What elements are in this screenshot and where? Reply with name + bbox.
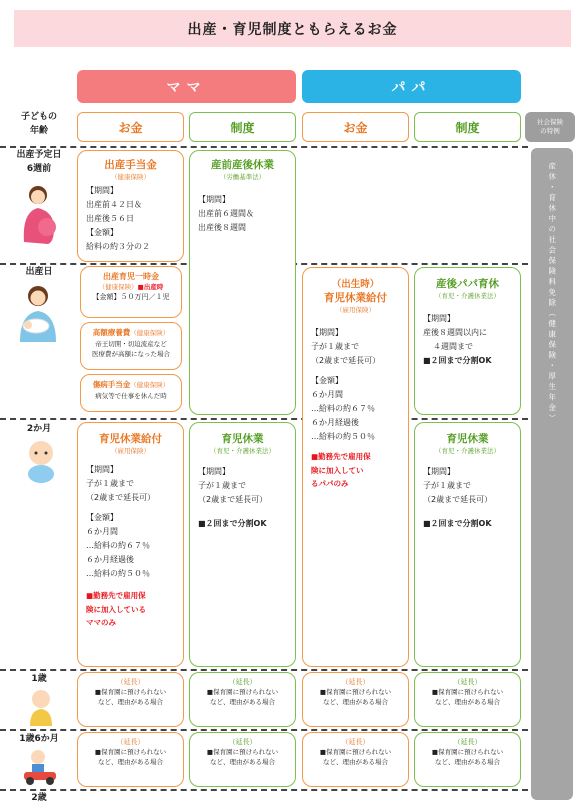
- card-pre-title: （出生時）: [331, 279, 380, 290]
- papa-childcare-leave-card: [414, 422, 521, 667]
- card-body: 病気等で仕事を休んだ時: [95, 391, 167, 400]
- card-title: 高額療養費: [92, 328, 131, 337]
- card-subtitle: （雇用保険）: [336, 306, 375, 314]
- extension-card-mama-money-1y: （延長） ■保育園に預けられない など、理由がある場合: [77, 672, 184, 727]
- toddler-icon: [24, 688, 58, 726]
- card-body: 【期間】 子が１歳まで （2歳まで延長可） ■２回まで分割OK: [198, 467, 268, 528]
- row-divider: [0, 789, 528, 791]
- mama-money-header: お金: [77, 112, 184, 142]
- maternity-leave-card: [189, 150, 296, 415]
- card-subtitle: （雇用保険）: [111, 447, 150, 455]
- high-cost-medical-card: 高額療養費（健康保険） 帝王切開・切迫流産など 医療費が高額になった場合: [80, 322, 182, 370]
- row-divider: [0, 418, 528, 420]
- card-body: 【期間】 子が１歳まで （2歳まで延長可） 【金額】 ６か月間 …給料の約６７％ ６か月経過後 …給料の約５０％: [86, 465, 156, 578]
- card-title: 出産育児一時金: [103, 272, 159, 281]
- age-label-due: 出産予定日 6週前: [16, 150, 62, 174]
- age-label-2months: 2か月: [26, 424, 52, 434]
- child-on-toy-car-icon: [20, 748, 60, 786]
- age-label-1year: 1歳: [31, 674, 47, 684]
- papa-childcare-benefit-card: [302, 267, 409, 667]
- papa-system-header: 制度: [414, 112, 521, 142]
- page-title: 出産・育児制度ともらえるお金: [14, 10, 571, 47]
- card-body: 【期間】 出産前４２日＆ 出産後５６日 【金額】 給料の約３分の２: [86, 186, 150, 251]
- age-column-label: 子どもの 年齢: [20, 112, 57, 136]
- card-subtitle: （健康保険）: [111, 173, 150, 181]
- card-title: 育児休業: [221, 433, 264, 445]
- extension-card-papa-money-1y: （延長） ■保育園に預けられない など、理由がある場合: [302, 672, 409, 727]
- card-title: 育児休業: [446, 433, 489, 445]
- insurance-exemption-bar: 産休・育休中の社会保険料免除（健康保険・厚生年金）: [531, 148, 573, 800]
- mother-holding-baby-icon: [12, 284, 64, 344]
- card-body: 【期間】 子が１歳まで （2歳まで延長可） 【金額】 ６か月間 …給料の約６７％ ６か月経過後 …給料の約５０％: [311, 328, 381, 441]
- baby-icon: [22, 438, 60, 484]
- age-label-birth: 出産日: [25, 267, 53, 277]
- card-body: 【期間】 産後８週間以内に ４週間まで ■２回まで分割OK: [423, 314, 492, 365]
- row-divider: [0, 146, 528, 148]
- age-label-1year6months: 1歳6か月: [19, 734, 59, 744]
- card-subtitle: （育児・介護休業法）: [210, 447, 275, 455]
- card-title: 傷病手当金: [92, 380, 131, 389]
- papa-money-header: お金: [302, 112, 409, 142]
- extension-card-papa-system-1y6m: （延長） ■保育園に預けられない など、理由がある場合: [414, 732, 521, 787]
- eligibility-note: ■勤務先で雇用保 険に加入してい るパパのみ: [311, 452, 371, 488]
- card-amount: 【金額】５０万円／１児: [92, 293, 170, 302]
- card-body: 帝王切開・切迫流産など 医療費が高額になった場合: [92, 339, 170, 359]
- postnatal-papa-leave-card: [414, 267, 521, 415]
- card-title: 出産手当金: [104, 159, 157, 171]
- row-divider: [0, 669, 528, 671]
- extension-card-papa-money-1y6m: （延長） ■保育園に預けられない など、理由がある場合: [302, 732, 409, 787]
- card-title: 育児休業給付: [99, 433, 162, 445]
- card-subtitle: （育児・介護休業法）: [435, 447, 500, 455]
- mama-header: ママ: [77, 70, 296, 103]
- card-title: 産後パパ育休: [436, 278, 499, 290]
- card-body: 【期間】 出産前６週間＆ 出産後８週間: [198, 195, 254, 232]
- special-header: 社会保険 の特例: [525, 112, 575, 142]
- eligibility-note: ■勤務先で雇用保 険に加入している ママのみ: [86, 591, 146, 627]
- extension-card-papa-system-1y: （延長） ■保育園に預けられない など、理由がある場合: [414, 672, 521, 727]
- card-title: 産前産後休業: [211, 159, 274, 171]
- extension-card-mama-system-1y6m: （延長） ■保育園に預けられない など、理由がある場合: [189, 732, 296, 787]
- card-subtitle: （労働基準法）: [219, 173, 266, 181]
- extension-card-mama-money-1y6m: （延長） ■保育園に預けられない など、理由がある場合: [77, 732, 184, 787]
- mama-childcare-leave-card: [189, 422, 296, 667]
- birth-mark: ■出産時: [137, 283, 164, 291]
- row-divider: [0, 729, 528, 731]
- pregnant-woman-icon: [14, 182, 62, 248]
- card-subtitle: （育児・介護休業法）: [435, 292, 500, 300]
- childbirth-allowance-card: [77, 150, 184, 262]
- mama-system-header: 制度: [189, 112, 296, 142]
- card-body: 【期間】 子が１歳まで （2歳まで延長可） ■２回まで分割OK: [423, 467, 493, 528]
- mama-childcare-benefit-card: [77, 422, 184, 667]
- papa-header: パパ: [302, 70, 521, 103]
- age-label-2years: 2歳: [31, 793, 47, 803]
- extension-card-mama-system-1y: （延長） ■保育園に預けられない など、理由がある場合: [189, 672, 296, 727]
- lump-sum-card: 出産育児一時金 （健康保険）■出産時 【金額】５０万円／１児: [80, 266, 182, 318]
- card-title: 育児休業給付: [324, 292, 387, 304]
- sickness-allowance-card: 傷病手当金（健康保険） 病気等で仕事を休んだ時: [80, 374, 182, 412]
